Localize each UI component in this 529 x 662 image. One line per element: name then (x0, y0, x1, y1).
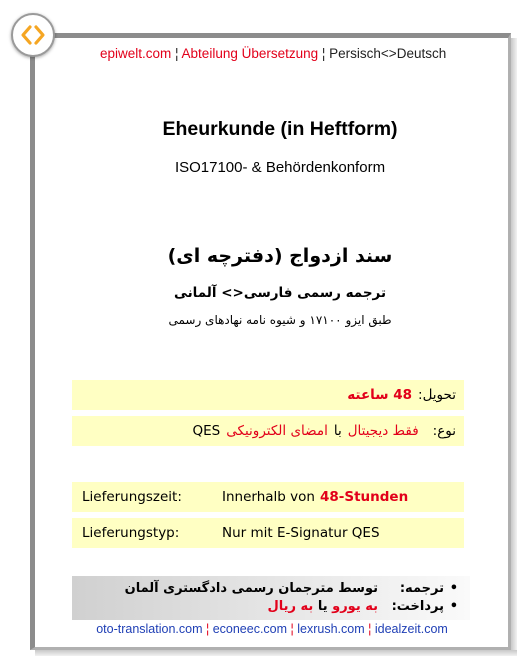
footer-link-separator: ¦ (287, 622, 298, 636)
summary-translation-line (72, 580, 458, 598)
summary-payment-euro: به یورو (332, 599, 378, 614)
summary-payment-rial: به ریال (267, 599, 314, 614)
summary-box (72, 576, 470, 620)
fa-type-value-digital: فقط دیجیتال (347, 423, 419, 439)
summary-payment-line (72, 598, 458, 616)
summary-translation-value: توسط مترجمان رسمی دادگستری آلمان (124, 581, 378, 596)
de-delivery-value-highlight: 48-Stunden (319, 489, 409, 505)
de-type-label: Lieferungstyp: (82, 525, 180, 541)
document-title-de: Eheurkunde (in Heftform) (162, 118, 398, 140)
document-title-fa: سند ازدواج (دفترچه ای) (167, 245, 393, 267)
fa-type-value-signature: امضای الکترونیکی (226, 423, 328, 439)
de-type-row (72, 518, 464, 548)
de-delivery-label: Lieferungszeit: (82, 489, 182, 505)
footer-links (72, 622, 472, 636)
code-brackets-icon (16, 18, 50, 52)
header-separator: ¦ (318, 46, 330, 61)
header-separator: ¦ (171, 46, 182, 61)
de-type-value: Nur mit E-Signatur QES (222, 525, 380, 541)
summary-payment-conjunction: یا (317, 599, 328, 614)
footer-link-econeec[interactable]: econeec.com (212, 622, 288, 636)
fa-delivery-row (72, 380, 464, 410)
bullet-icon: • (449, 599, 458, 614)
summary-payment-label: پرداخت: (391, 599, 444, 614)
de-delivery-value-prefix: Innerhalb von (222, 489, 315, 505)
document-subtitle-de: ISO17100- & Behördenkonform (174, 159, 386, 176)
fa-type-suffix: QES (192, 423, 221, 439)
header-line (100, 46, 470, 61)
document-note-fa: طبق ایزو ۱۷۱۰۰ و شیوه نامه نهادهای رسمی (168, 313, 392, 327)
site-logo[interactable] (11, 13, 55, 57)
fa-type-conjunction: با (333, 423, 342, 439)
summary-translation-label: ترجمه: (399, 581, 444, 596)
document-subtitle-fa: ترجمه رسمی فارسی<> آلمانی (173, 285, 387, 301)
fa-type-row (72, 416, 464, 446)
footer-link-oto-translation[interactable]: oto-translation.com (96, 622, 203, 636)
frame-shadow-bottom (35, 650, 517, 656)
site-link[interactable]: epiwelt.com (100, 46, 172, 61)
footer-link-idealzeit[interactable]: idealzeit.com (374, 622, 448, 636)
fa-type-label: نوع: (432, 423, 456, 439)
de-delivery-row (72, 482, 464, 512)
language-pair: Persisch<>Deutsch (329, 46, 447, 61)
footer-link-lexrush[interactable]: lexrush.com (297, 622, 365, 636)
fa-delivery-label: تحویل: (418, 387, 456, 403)
department-link[interactable]: Abteilung Übersetzung (181, 46, 319, 61)
frame-shadow-right (511, 38, 517, 654)
fa-delivery-value: 48 ساعته (347, 387, 413, 403)
footer-link-separator: ¦ (202, 622, 213, 636)
bullet-icon: • (449, 581, 458, 596)
footer-link-separator: ¦ (364, 622, 375, 636)
